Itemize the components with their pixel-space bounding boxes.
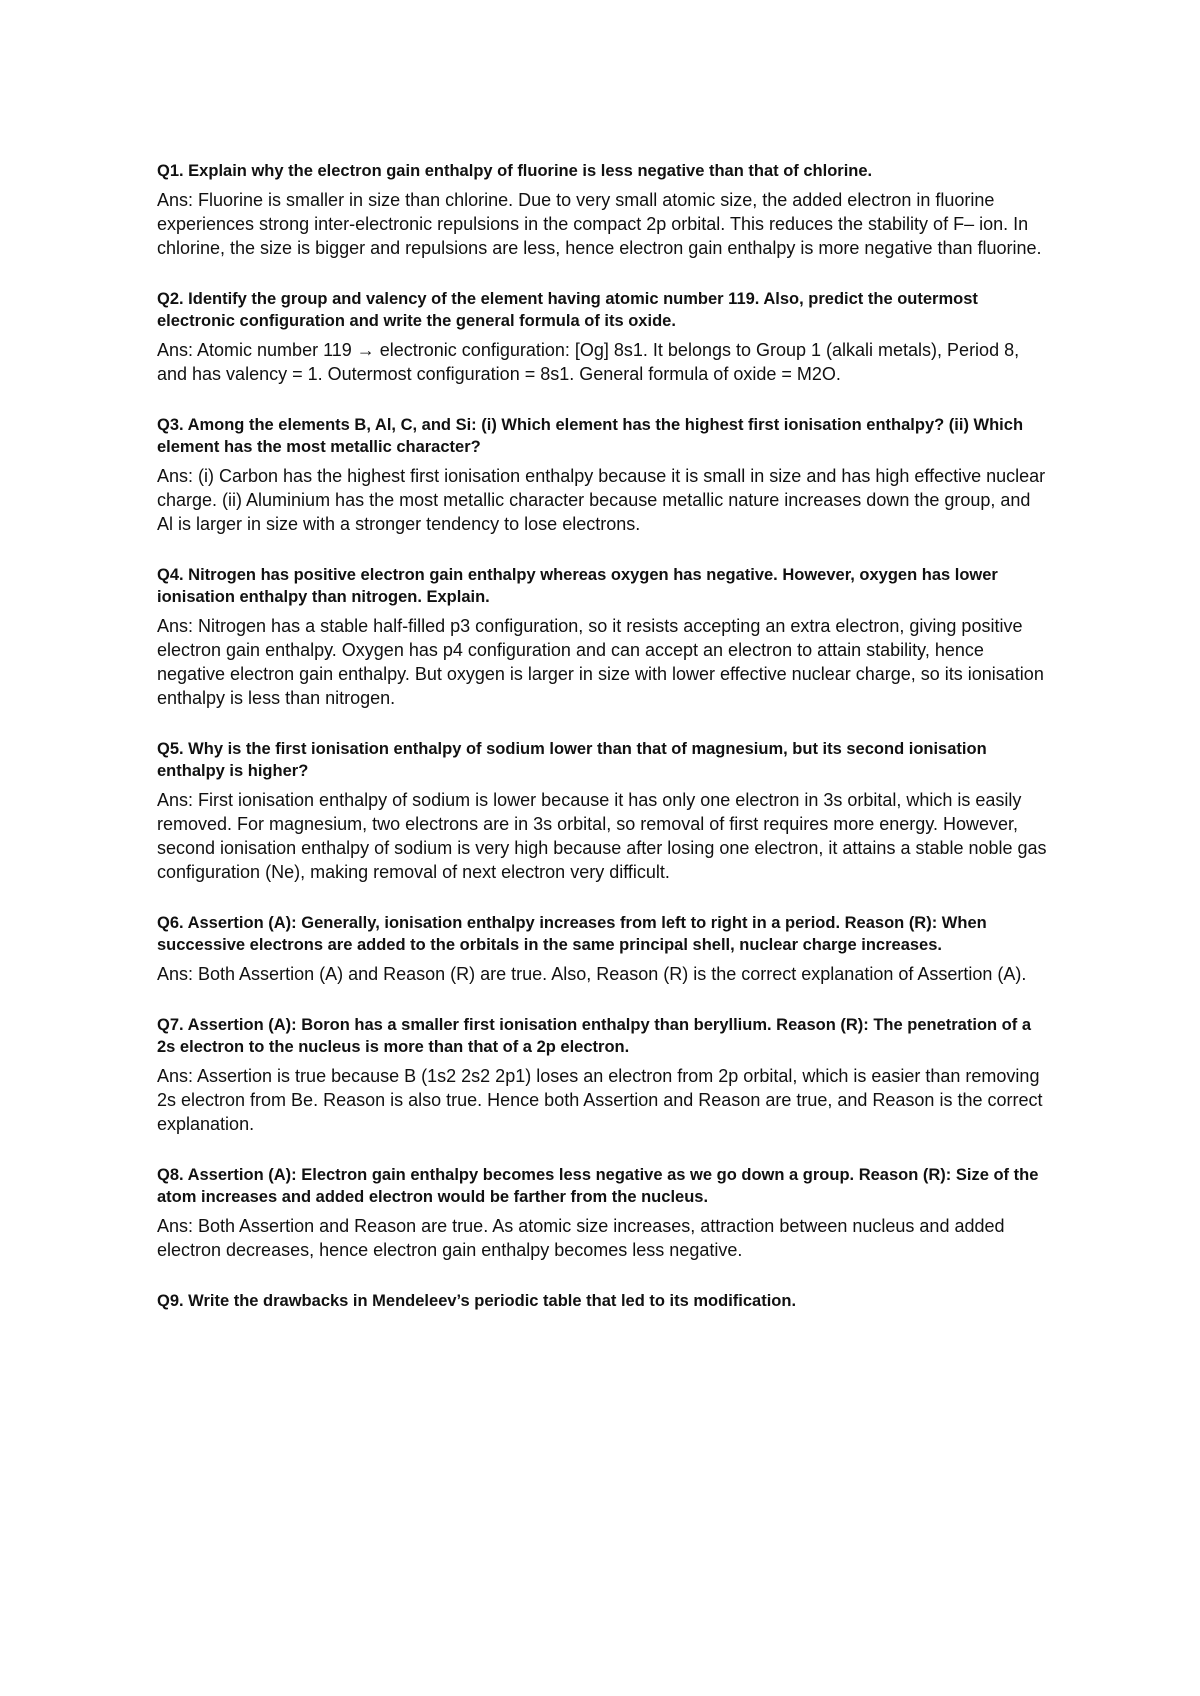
answer-3: Ans: (i) Carbon has the highest first ionisation enthalpy because it is small in size and has high effective nuclear charge. (ii) Aluminium has the most metallic character because metallic nature increases down the group, and Al is larger in size with a stronger tendency to lose electrons.: [157, 466, 1046, 534]
qa-block-7: [157, 1014, 1050, 1136]
question-7: Q7. Assertion (A): Boron has a smaller first ionisation enthalpy than beryllium. Reason (R): The penetration of a 2s electron to the nucleus is more than that of a 2p electron.: [157, 1016, 1032, 1056]
answer-8: Ans: Both Assertion and Reason are true. As atomic size increases, attraction between nucleus and added electron decreases, hence electron gain enthalpy becomes less negative.: [157, 1216, 1005, 1260]
question-9: Q9. Write the drawbacks in Mendeleev’s periodic table that led to its modification.: [157, 1292, 797, 1310]
answer-5: Ans: First ionisation enthalpy of sodium is lower because it has only one electron in 3s orbital, which is easily removed. For magnesium, two electrons are in 3s orbital, so removal of first requires more energy. However, second ionisation enthalpy of sodium is very high because after losing one electron, it attains a stable noble gas configuration (Ne), making removal of next electron very difficult.: [157, 790, 1047, 882]
qa-block-2: [157, 288, 1050, 386]
question-8: Q8. Assertion (A): Electron gain enthalpy becomes less negative as we go down a group. Reason (R): Size of the atom increases and added electron would be farther from the nucleus.: [157, 1166, 1039, 1206]
question-1: Q1. Explain why the electron gain enthalpy of fluorine is less negative than that of chlorine.: [157, 162, 873, 180]
question-6: Q6. Assertion (A): Generally, ionisation enthalpy increases from left to right in a period. Reason (R): When successive electrons are added to the orbitals in the same principal shell, nuclear charge increases.: [157, 914, 987, 954]
answer-4: Ans: Nitrogen has a stable half-filled p3 configuration, so it resists accepting an extra electron, giving positive electron gain enthalpy. Oxygen has p4 configuration and can accept an electron to attain stability, hence negative electron gain enthalpy. But oxygen is larger in size with lower effective nuclear charge, so its ionisation enthalpy is less than nitrogen.: [157, 616, 1044, 708]
qa-block-4: [157, 564, 1050, 710]
question-2: Q2. Identify the group and valency of the element having atomic number 119. Also, predict the outermost electronic configuration and write the general formula of its oxide.: [157, 290, 978, 330]
qa-block-9: [157, 1290, 1050, 1312]
answer-2: Ans: Atomic number 119 → electronic configuration: [Og] 8s1. It belongs to Group 1 (alkali metals), Period 8, and has valency = 1. Outermost configuration = 8s1. General formula of oxide = M2O.: [157, 340, 1020, 384]
qa-block-6: [157, 912, 1050, 986]
answer-6: Ans: Both Assertion (A) and Reason (R) are true. Also, Reason (R) is the correct explanation of Assertion (A).: [157, 964, 1027, 984]
answer-7: Ans: Assertion is true because B (1s2 2s2 2p1) loses an electron from 2p orbital, which is easier than removing 2s electron from Be. Reason is also true. Hence both Assertion and Reason are true, and Reason is the correct explanation.: [157, 1066, 1043, 1134]
question-5: Q5. Why is the first ionisation enthalpy of sodium lower than that of magnesium, but its second ionisation enthalpy is higher?: [157, 740, 987, 780]
question-4: Q4. Nitrogen has positive electron gain enthalpy whereas oxygen has negative. However, oxygen has lower ionisation enthalpy than nitrogen. Explain.: [157, 566, 998, 606]
qa-block-1: [157, 160, 1050, 260]
qa-block-5: [157, 738, 1050, 884]
answer-1: Ans: Fluorine is smaller in size than chlorine. Due to very small atomic size, the added electron in fluorine experiences strong inter-electronic repulsions in the compact 2p orbital. This reduces the stability of F– ion. In chlorine, the size is bigger and repulsions are less, hence electron gain enthalpy is more negative than fluorine.: [157, 190, 1042, 258]
qa-block-8: [157, 1164, 1050, 1262]
question-3: Q3. Among the elements B, Al, C, and Si: (i) Which element has the highest first ionisation enthalpy? (ii) Which element has the most metallic character?: [157, 416, 1024, 456]
qa-block-3: [157, 414, 1050, 536]
